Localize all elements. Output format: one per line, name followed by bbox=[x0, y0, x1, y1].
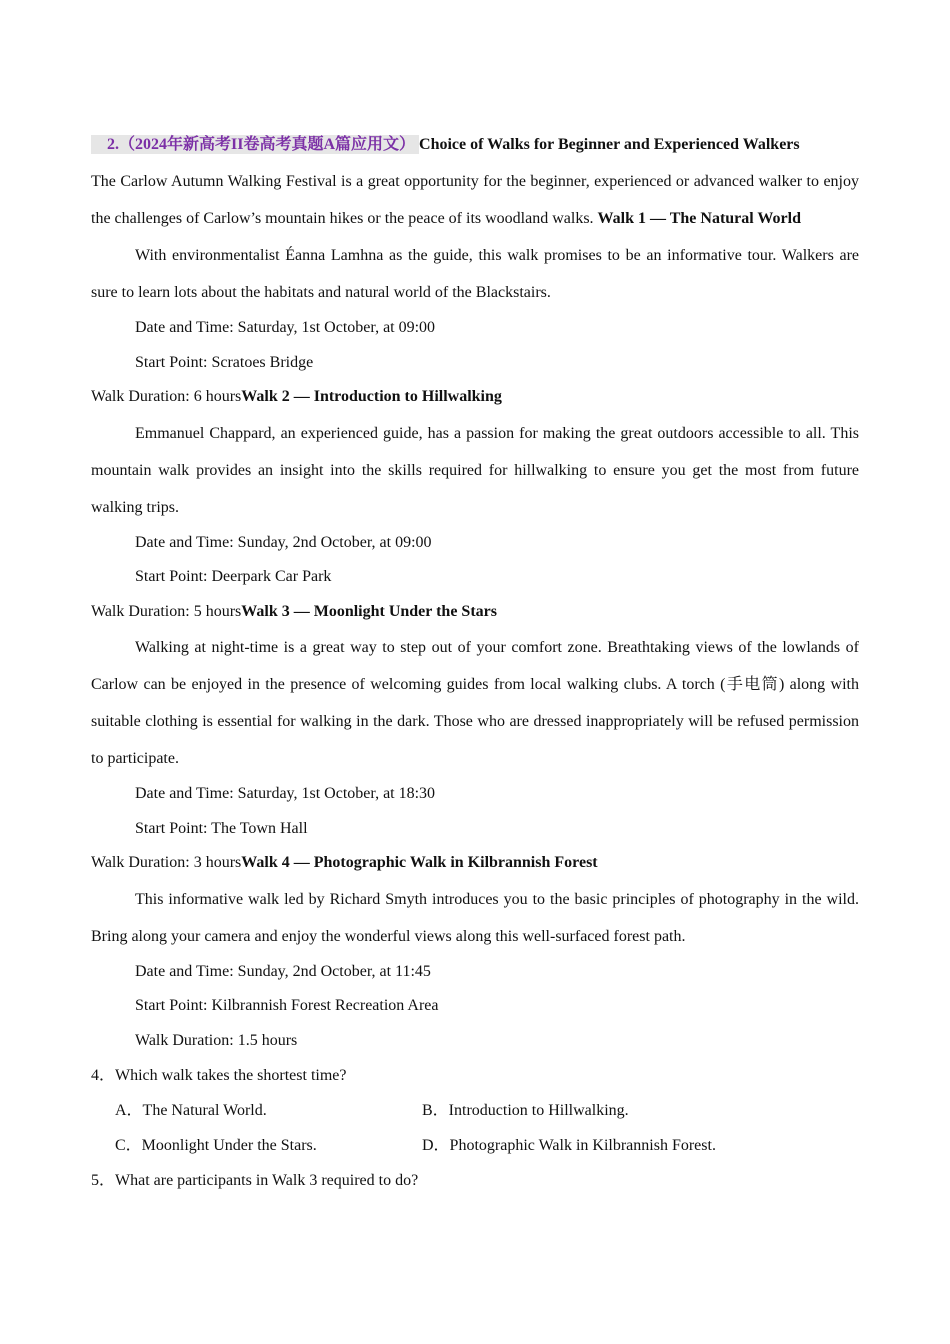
intro-text: The Carlow Autumn Walking Festival is a great opportunity for the beginner, experienced or advanced walker to enjoy the challenges of Carlow’s mountain hikes or the peace of its woodland walks. bbox=[91, 173, 859, 227]
walk-2-title: Walk 2 — Introduction to Hillwalking bbox=[241, 388, 502, 405]
walk-2-description: Emmanuel Chappard, an experienced guide, has a passion for making the great outdoors accessible to all. This mountain walk provides an insight into the skills required for hillwalking to ensure you get the most from future walking trips. bbox=[91, 424, 859, 516]
walk-4-title: Walk 4 — Photographic Walk in Kilbrannish Forest bbox=[241, 854, 598, 871]
option-a[interactable]: A．The Natural World. bbox=[115, 1102, 267, 1119]
option-c[interactable]: C．Moonlight Under the Stars. bbox=[115, 1137, 317, 1154]
question-5: 5．What are participants in Walk 3 required to do? bbox=[91, 1172, 419, 1189]
question-4: 4．Which walk takes the shortest time? bbox=[91, 1067, 347, 1084]
option-d[interactable]: D．Photographic Walk in Kilbrannish Forest. bbox=[422, 1137, 716, 1154]
intro-paragraph bbox=[91, 163, 859, 237]
walk-4-date-time: Date and Time: Sunday, 2nd October, at 11:45 bbox=[135, 962, 431, 980]
walk-2-start-point: Start Point: Deerpark Car Park bbox=[135, 568, 332, 585]
walk-1-title: Walk 1 — The Natural World bbox=[597, 210, 801, 227]
walk-1-description: With environmentalist Éanna Lamhna as the guide, this walk promises to be an informative tour. Walkers are sure to learn lots about the habitats and natural world of the Blackstairs. bbox=[91, 247, 859, 301]
source-tag: 2.（2024年新高考II卷高考真题A篇应用文） bbox=[91, 135, 419, 154]
walk-4-duration: Walk Duration: 1.5 hours bbox=[135, 1031, 298, 1049]
walk-2-duration: Walk Duration: 5 hours bbox=[91, 602, 242, 620]
walk-3-duration: Walk Duration: 3 hours bbox=[91, 854, 242, 871]
walk-1-duration-line bbox=[91, 380, 859, 415]
walk-3-start-point: Start Point: The Town Hall bbox=[135, 819, 308, 837]
option-b[interactable]: B．Introduction to Hillwalking. bbox=[422, 1102, 629, 1119]
document-page bbox=[91, 126, 859, 1198]
walk-3-date-time: Date and Time: Saturday, 1st October, at 18:30 bbox=[135, 785, 436, 802]
walk-1-date-time: Date and Time: Saturday, 1st October, at 09:00 bbox=[135, 319, 436, 336]
walk-2-date-time: Date and Time: Sunday, 2nd October, at 09:00 bbox=[135, 533, 432, 551]
walk-4-start-point: Start Point: Kilbrannish Forest Recreation Area bbox=[135, 997, 439, 1014]
question-4-options-row-2 bbox=[91, 1128, 859, 1163]
walk-1-duration: Walk Duration: 6 hours bbox=[91, 388, 242, 405]
document-heading bbox=[91, 126, 859, 163]
walk-1-start-point: Start Point: Scratoes Bridge bbox=[135, 353, 314, 371]
question-4-options-row-1 bbox=[91, 1093, 859, 1128]
walk-3-description: Walking at night-time is a great way to step out of your comfort zone. Breathtaking views of the lowlands of Carlow can be enjoyed in the presence of welcoming guides from local walking clubs. A torch (手电筒) along with suitable clothing is essential for walking in the dark. Those who are dressed inappropriately will be refused permission to participate. bbox=[91, 639, 859, 767]
walk-3-duration-line bbox=[91, 846, 859, 881]
walk-2-duration-line bbox=[91, 595, 859, 630]
passage-title: Choice of Walks for Beginner and Experienced Walkers bbox=[419, 136, 800, 153]
walk-4-description: This informative walk led by Richard Smyth introduces you to the basic principles of photography in the wild. Bring along your camera and enjoy the wonderful views along this well-surfaced forest path. bbox=[91, 890, 859, 945]
walk-3-title: Walk 3 — Moonlight Under the Stars bbox=[241, 602, 497, 620]
